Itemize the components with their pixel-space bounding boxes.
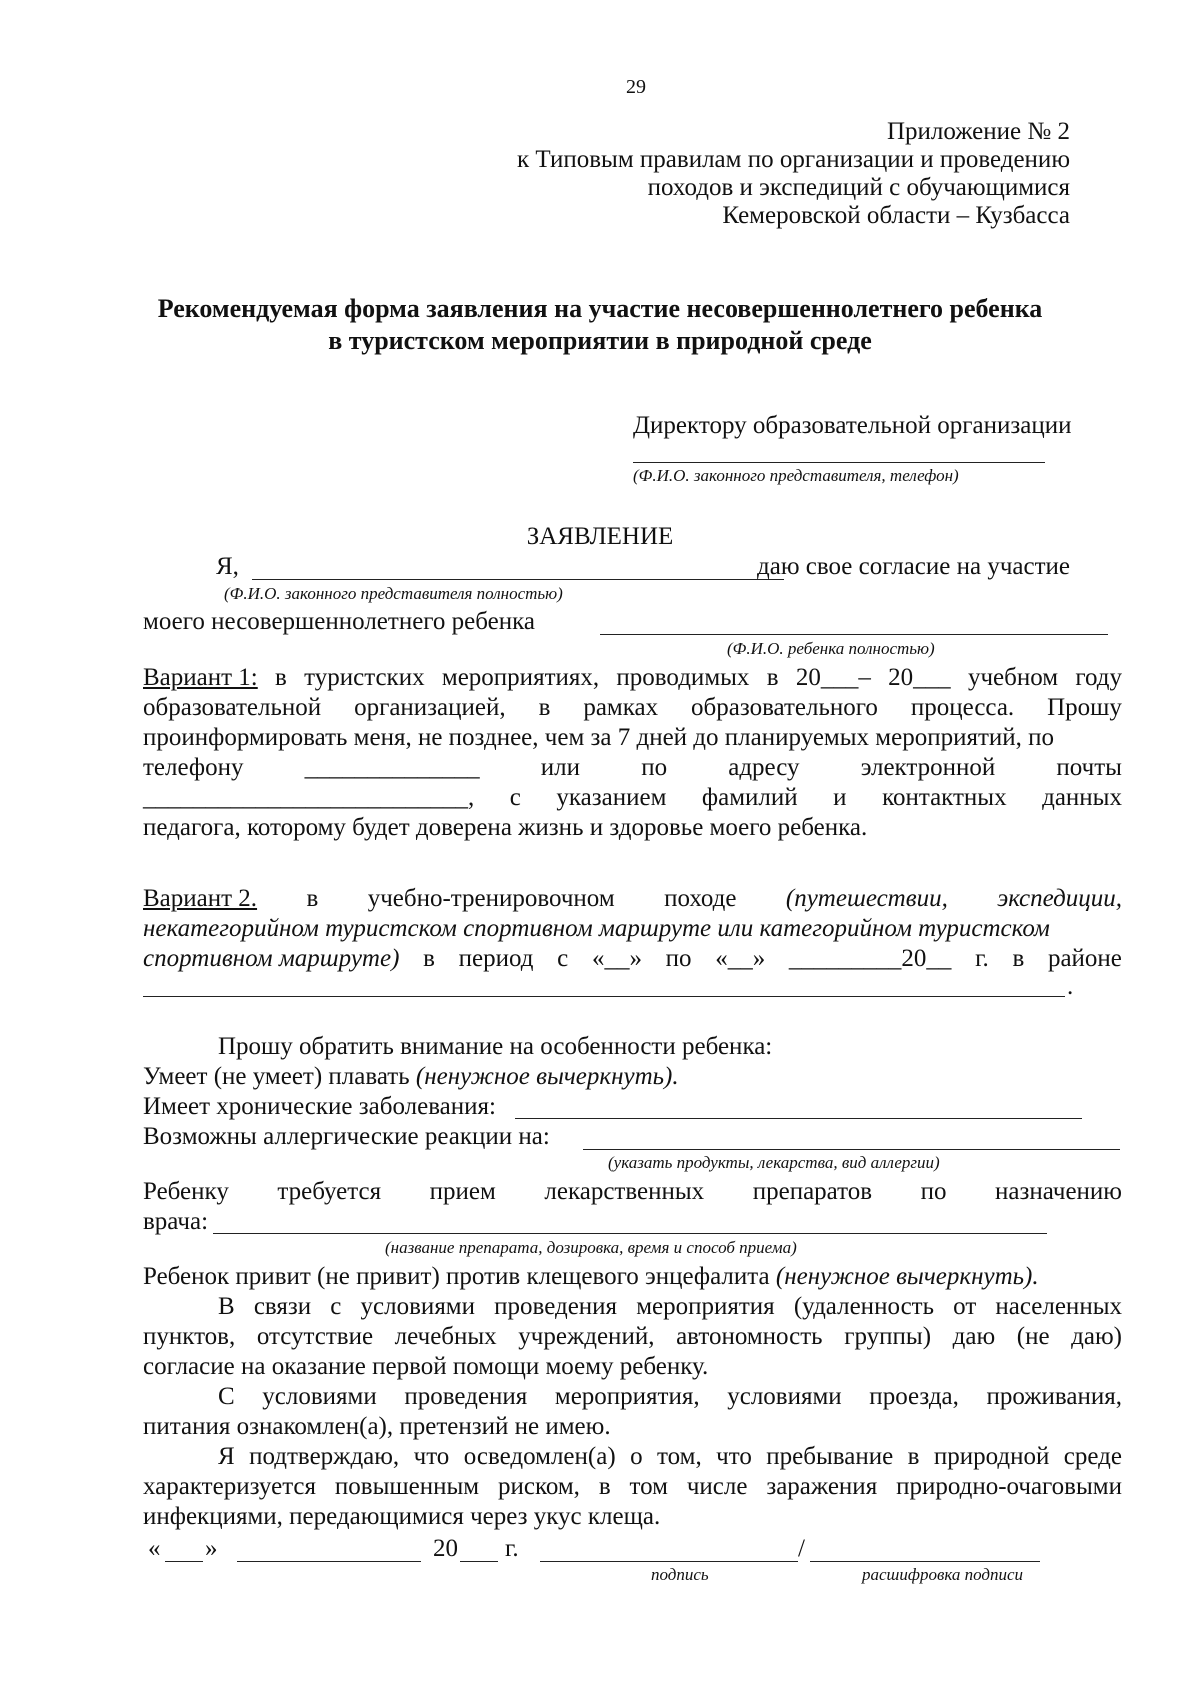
date-open-quote: «: [148, 1535, 161, 1562]
swim-line: [143, 1062, 679, 1092]
word: данных: [1042, 784, 1122, 811]
chronic-blank: [515, 1118, 1082, 1119]
word: фамилий: [701, 784, 798, 811]
word: рамках: [583, 694, 659, 721]
addressee-line: Директору образовательной организации: [633, 412, 1072, 439]
word: назначению: [995, 1178, 1122, 1205]
risk-line-2: характеризуется повышенным риском, в том числе заражения природно-очаговыми: [143, 1473, 1122, 1500]
addressee-blank: [633, 462, 1045, 463]
word: лекарственных: [544, 1178, 705, 1205]
risk-line-1: Я подтверждаю, что осведомлен(а) о том, что пребывание в природной среде: [218, 1443, 1122, 1470]
month-year-blank: _________20__: [788, 945, 952, 972]
chronic-label: Имеет хронические заболевания:: [143, 1093, 496, 1120]
conditions-line-1: С условиями проведения мероприятия, условиями проезда, проживания,: [218, 1383, 1122, 1410]
word: проводимых: [616, 664, 750, 691]
word: прием: [429, 1178, 496, 1205]
word: 20___–: [795, 664, 871, 691]
variant2-line-2: некатегорийном туристском спортивном маршруте или категорийном туристском: [143, 915, 1050, 942]
word: адресу: [728, 754, 800, 781]
swim-note: (ненужное вычеркнуть).: [415, 1063, 679, 1090]
variant2-line-1: [143, 884, 1122, 914]
first-aid-line-1: В связи с условиями проведения мероприятия (удаленность от населенных: [218, 1293, 1122, 1320]
variant1-line-4: [143, 753, 1122, 783]
word: в: [306, 885, 319, 912]
email-blank: __________________________,: [143, 784, 475, 811]
variant1-line-1: [143, 663, 1122, 693]
word: учебно-тренировочном: [367, 885, 615, 912]
word: процесса.: [910, 694, 1015, 721]
phone-blank: ______________: [304, 754, 480, 781]
appendix-line-1: Приложение № 2: [886, 118, 1070, 145]
signature-blank: [540, 1561, 798, 1562]
conditions-line-2: питания ознакомлен(а), претензий не имею.: [143, 1413, 611, 1440]
medication-caption: (название препарата, дозировка, время и способ приема): [385, 1238, 797, 1257]
word: 20___: [888, 664, 951, 691]
signature-slash: /: [798, 1535, 805, 1562]
medication-blank: [213, 1233, 1047, 1234]
date-close-quote: »: [205, 1535, 218, 1562]
month-blank: [237, 1561, 421, 1562]
appendix-line-4: Кемеровской области – Кузбасса: [722, 202, 1070, 229]
variant1-line-5: [143, 783, 1122, 813]
page-number: 29: [626, 76, 646, 98]
intro-ya: Я,: [216, 553, 239, 580]
word: период: [458, 945, 534, 972]
first-aid-line-3: согласие на оказание первой помощи моему ребенку.: [143, 1353, 709, 1380]
medication-line: [143, 1177, 1122, 1207]
signature-transcript-caption: расшифровка подписи: [862, 1565, 1024, 1584]
word: походе: [664, 885, 737, 912]
word: и: [833, 784, 847, 811]
word: в: [766, 664, 779, 691]
risk-line-3: инфекциями, передающимися через укус клеща.: [143, 1503, 661, 1530]
vaccinated-note: (ненужное вычеркнуть).: [775, 1263, 1039, 1290]
word: году: [1075, 664, 1122, 691]
area-end-period: .: [1067, 973, 1074, 1000]
word: с: [557, 945, 569, 972]
guardian-name-caption: (Ф.И.О. законного представителя полностью): [224, 584, 563, 603]
first-aid-line-2: пунктов, отсутствие лечебных учреждений, автономность группы) даю (не даю): [143, 1323, 1122, 1350]
appendix-line-2: к Типовым правилам по организации и проведению: [516, 146, 1070, 173]
appendix-line-3: походов и экспедиций с обучающимися: [647, 174, 1070, 201]
intro-consent: даю свое согласие на участие: [757, 553, 1070, 580]
word: указанием: [556, 784, 667, 811]
area-blank: [143, 996, 1065, 997]
day-blank: [165, 1561, 203, 1562]
variant1-label: Вариант 1:: [143, 664, 258, 691]
word: районе: [1047, 945, 1122, 972]
features-intro: Прошу обратить внимание на особенности ребенка:: [218, 1033, 773, 1060]
word: в: [423, 945, 435, 972]
word: по: [665, 945, 692, 972]
statement-heading: ЗАЯВЛЕНИЕ: [526, 523, 674, 550]
child-name-caption: (Ф.И.О. ребенка полностью): [727, 639, 935, 658]
allergy-blank: [583, 1149, 1120, 1150]
end-date-blank: «__»: [715, 945, 766, 972]
word: экспедиции,: [997, 885, 1122, 912]
doctor-label: врача:: [143, 1208, 209, 1235]
word: телефону: [143, 754, 244, 781]
guardian-name-blank: [252, 579, 784, 580]
vaccinated-line: [143, 1262, 1039, 1292]
word: электронной: [860, 754, 996, 781]
word: в: [275, 664, 287, 691]
word: требуется: [277, 1178, 382, 1205]
variant2-line-3: [143, 944, 1122, 974]
word: в: [538, 694, 551, 721]
swim-text: Умеет (не умеет) плавать: [143, 1063, 410, 1090]
word: препаратов: [752, 1178, 873, 1205]
word: контактных: [882, 784, 1007, 811]
word: спортивном маршруте): [143, 945, 400, 972]
allergy-caption: (указать продукты, лекарства, вид аллергии): [608, 1153, 940, 1172]
addressee-caption: (Ф.И.О. законного представителя, телефон): [633, 466, 959, 485]
signature-caption: подпись: [651, 1565, 709, 1584]
word: в: [1012, 945, 1025, 972]
word: организацией,: [354, 694, 506, 721]
document-title-line-2: в туристском мероприятии в природной среде: [328, 326, 872, 355]
word: (путешествии,: [785, 885, 948, 912]
intro-child: моего несовершеннолетнего ребенка: [143, 608, 536, 635]
word: образовательной: [143, 694, 322, 721]
variant1-line-2: [143, 693, 1122, 723]
variant1-line-6: педагога, которому будет доверена жизнь и здоровье моего ребенка.: [143, 814, 868, 841]
word: учебном: [967, 664, 1059, 691]
child-name-blank: [600, 634, 1108, 635]
year-blank: [460, 1561, 498, 1562]
word: по: [920, 1178, 947, 1205]
word: с: [509, 784, 521, 811]
allergy-label: Возможны аллергические реакции на:: [143, 1123, 550, 1150]
word: г.: [975, 945, 989, 972]
word: мероприятиях,: [441, 664, 600, 691]
word: по: [641, 754, 668, 781]
word: или: [540, 754, 581, 781]
word: туристских: [304, 664, 425, 691]
document-title-line-1: Рекомендуемая форма заявления на участие несовершеннолетнего ребенка: [157, 294, 1043, 323]
word: образовательного: [691, 694, 878, 721]
word: почты: [1056, 754, 1122, 781]
year-prefix: 20: [433, 1535, 458, 1562]
year-suffix: г.: [505, 1535, 519, 1562]
vaccinated-text: Ребенок привит (не привит) против клещевого энцефалита: [143, 1263, 770, 1290]
variant1-line-3: проинформировать меня, не позднее, чем за 7 дней до планируемых мероприятий, по: [143, 724, 1055, 751]
start-date-blank: «__»: [591, 945, 642, 972]
variant2-label: Вариант 2.: [143, 885, 258, 912]
word: Прошу: [1047, 694, 1122, 721]
word: Ребенку: [143, 1178, 229, 1205]
signature-transcript-blank: [810, 1561, 1040, 1562]
